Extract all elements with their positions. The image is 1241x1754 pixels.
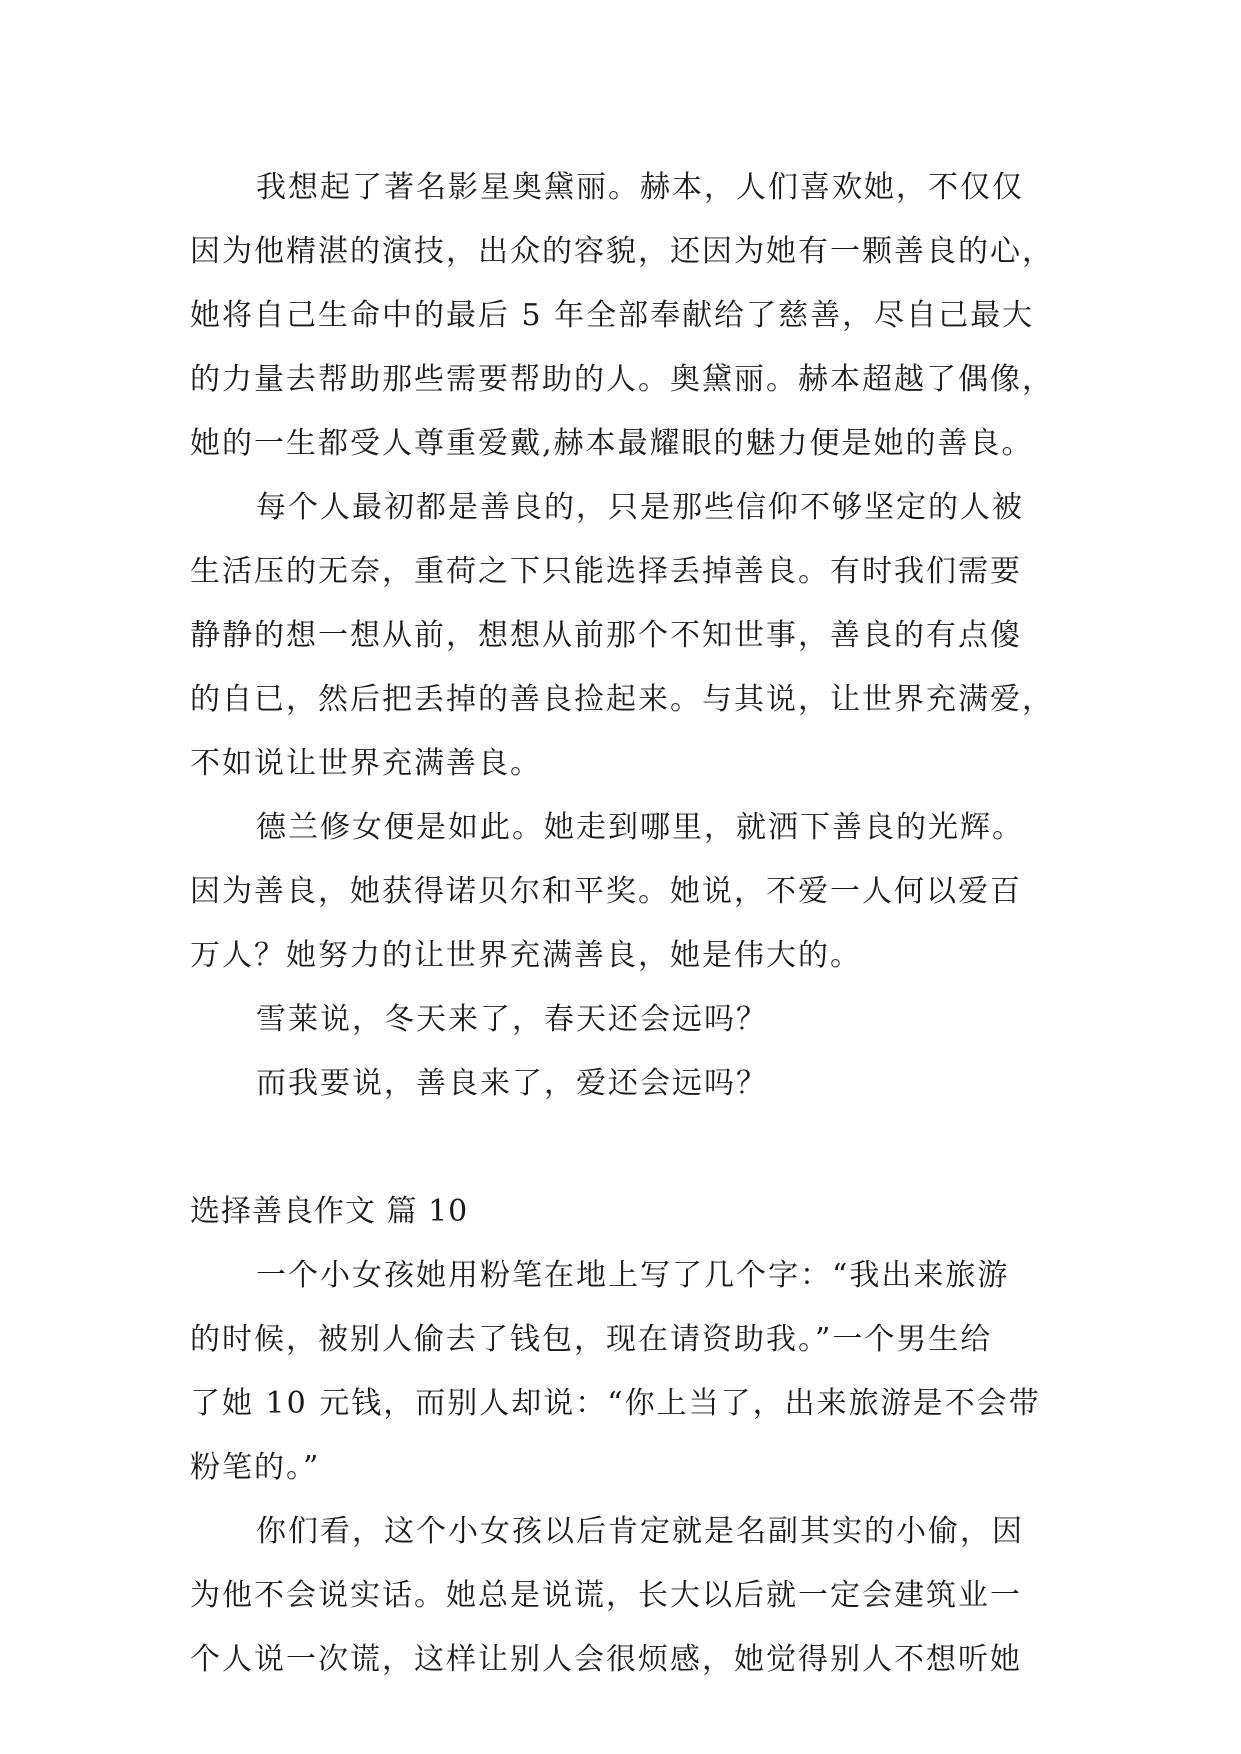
paragraph-line: 粉笔的。”: [190, 1450, 321, 1485]
paragraph-line: 的力量去帮助那些需要帮助的人。奥黛丽。赫本超越了偶像，: [190, 362, 1054, 397]
paragraph-line: 她将自己生命中的最后 5 年全部奉献给了慈善，尽自己最大: [190, 298, 1035, 333]
paragraph-line: 每个人最初都是善良的，只是那些信仰不够坚定的人被: [256, 490, 1024, 525]
paragraph-line: 而我要说，善良来了，爱还会远吗？: [256, 1066, 768, 1101]
paragraph-line: 你们看，这个小女孩以后肯定就是名副其实的小偷，因: [256, 1514, 1024, 1549]
paragraph-line: 的自已，然后把丢掉的善良捡起来。与其说，让世界充满爱，: [190, 682, 1054, 717]
paragraph-line: 我想起了著名影星奥黛丽。赫本，人们喜欢她，不仅仅: [256, 170, 1024, 205]
section-heading: 选择善良作文 篇 10: [190, 1194, 469, 1229]
paragraph-line: 静静的想一想从前，想想从前那个不知世事，善良的有点傻: [190, 618, 1022, 653]
paragraph-line: 了她 10 元钱，而别人却说：“你上当了，出来旅游是不会带: [190, 1386, 1041, 1421]
paragraph-line: 不如说让世界充满善良。: [190, 746, 542, 781]
paragraph-line: 个人说一次谎，这样让别人会很烦感，她觉得别人不想听她: [190, 1642, 1022, 1677]
paragraph-line: 雪莱说，冬天来了，春天还会远吗？: [256, 1002, 768, 1037]
paragraph-line: 德兰修女便是如此。她走到哪里，就洒下善良的光辉。: [256, 810, 1024, 845]
paragraph-line: 一个小女孩她用粉笔在地上写了几个字：“我出来旅游: [256, 1258, 1010, 1293]
paragraph-line: 生活压的无奈，重荷之下只能选择丢掉善良。有时我们需要: [190, 554, 1022, 589]
paragraph-line: 的时候，被别人偷去了钱包，现在请资助我。”一个男生给: [190, 1322, 993, 1357]
paragraph-line: 为他不会说实话。她总是说谎，长大以后就一定会建筑业一: [190, 1578, 1022, 1613]
paragraph-line: 万人？她努力的让世界充满善良，她是伟大的。: [190, 938, 862, 973]
paragraph-line: 因为他精湛的演技，出众的容貌，还因为她有一颗善良的心，: [190, 234, 1054, 269]
paragraph-line: 她的一生都受人尊重爱戴,赫本最耀眼的魅力便是她的善良。: [190, 426, 1034, 461]
paragraph-line: 因为善良，她获得诺贝尔和平奖。她说，不爱一人何以爱百: [190, 874, 1022, 909]
